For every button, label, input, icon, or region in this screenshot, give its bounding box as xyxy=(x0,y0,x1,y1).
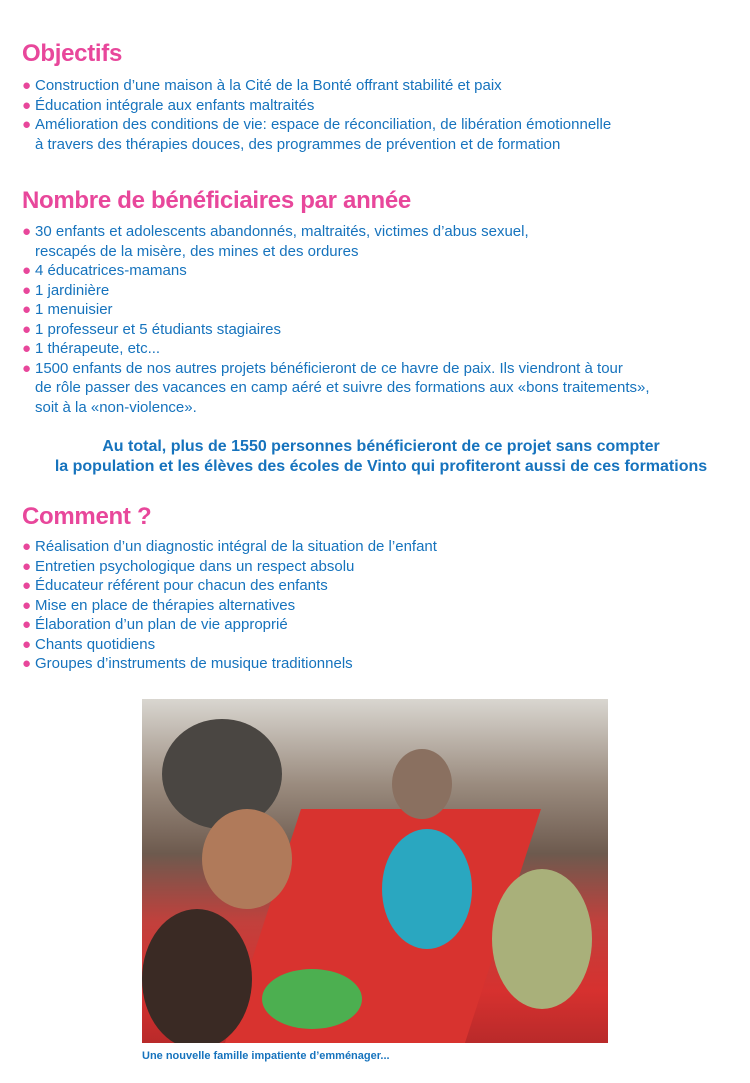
bullet-icon: ● xyxy=(22,77,32,94)
list-item-text: Amélioration des conditions de vie: espace de réconciliation, de libération émotionnelle xyxy=(35,116,612,133)
bullet-icon: ● xyxy=(22,359,32,377)
heading-objectifs: Objectifs xyxy=(22,40,122,67)
list-item xyxy=(22,359,650,418)
photo-children-eating xyxy=(142,699,608,1043)
list-item xyxy=(22,76,611,96)
list-item-text: Réalisation d’un diagnostic intégral de la situation de l’enfant xyxy=(35,538,437,555)
list-item xyxy=(22,320,650,340)
list-item-text: Éducateur référent pour chacun des enfants xyxy=(35,577,328,594)
list-item xyxy=(22,557,437,577)
list-item-text: rescapés de la misère, des mines et des ordures xyxy=(35,242,359,260)
list-item xyxy=(22,654,437,674)
list-comment xyxy=(22,537,437,674)
list-item-text: Mise en place de thérapies alternatives xyxy=(35,596,296,614)
list-item-text: à travers des thérapies douces, des programmes de prévention et de formation xyxy=(35,135,561,153)
list-item-text: Élaboration d’un plan de vie approprié xyxy=(35,616,288,633)
list-item-text: 1 menuisier xyxy=(35,301,113,318)
list-item xyxy=(22,596,437,616)
bullet-icon: ● xyxy=(22,655,32,672)
heading-comment: Comment ? xyxy=(22,503,152,530)
list-item xyxy=(22,96,611,116)
list-item-text: 1500 enfants de nos autres projets bénéficieront de ce havre de paix. Ils viendront à tour xyxy=(35,359,623,377)
bullet-icon: ● xyxy=(22,635,32,653)
list-item-text: 1 thérapeute, etc... xyxy=(35,340,161,357)
list-item-text: 1 professeur et 5 étudiants stagiaires xyxy=(35,320,281,338)
bullet-icon: ● xyxy=(22,596,32,614)
list-item xyxy=(22,261,650,281)
list-item xyxy=(22,576,437,596)
list-item xyxy=(22,222,650,261)
bullet-icon: ● xyxy=(22,340,32,357)
total-summary xyxy=(0,437,750,476)
list-item xyxy=(22,635,437,655)
list-item-text: 4 éducatrices-mamans xyxy=(35,262,187,279)
heading-beneficiaires: Nombre de bénéficiaires par année xyxy=(22,187,411,214)
list-item xyxy=(22,281,650,301)
bullet-icon: ● xyxy=(22,223,32,240)
total-line: la population et les élèves des écoles de Vinto qui profiteront aussi de ces formations xyxy=(54,457,708,475)
list-item-text: Construction d’une maison à la Cité de la Bonté offrant stabilité et paix xyxy=(35,77,502,94)
list-item xyxy=(22,300,650,320)
list-item-text: de rôle passer des vacances en camp aéré et suivre des formations aux «bons traitements», xyxy=(35,379,650,396)
bullet-icon: ● xyxy=(22,616,32,633)
list-item-text: Groupes d’instruments de musique traditionnels xyxy=(35,655,353,672)
list-item-text: Éducation intégrale aux enfants maltraités xyxy=(35,96,315,114)
list-item xyxy=(22,115,611,154)
list-beneficiaires xyxy=(22,222,650,417)
list-item-text: soit à la «non-violence». xyxy=(35,398,197,416)
bullet-icon: ● xyxy=(22,538,32,555)
list-objectifs xyxy=(22,76,611,154)
bullet-icon: ● xyxy=(22,557,32,575)
list-item-text: 30 enfants et adolescents abandonnés, maltraités, victimes d’abus sexuel, xyxy=(35,223,529,240)
bullet-icon: ● xyxy=(22,96,32,114)
list-item xyxy=(22,537,437,557)
bullet-icon: ● xyxy=(22,262,32,279)
photo-caption: Une nouvelle famille impatiente d’emménager... xyxy=(142,1050,390,1062)
list-item-text: 1 jardinière xyxy=(35,281,110,299)
list-item-text: Entretien psychologique dans un respect absolu xyxy=(35,557,355,575)
bullet-icon: ● xyxy=(22,301,32,318)
list-item xyxy=(22,615,437,635)
total-line: Au total, plus de 1550 personnes bénéficieront de ce projet sans compter xyxy=(102,438,660,455)
list-item-text: Chants quotidiens xyxy=(35,635,156,653)
bullet-icon: ● xyxy=(22,281,32,299)
list-item xyxy=(22,339,650,359)
bullet-icon: ● xyxy=(22,577,32,594)
bullet-icon: ● xyxy=(22,116,32,133)
bullet-icon: ● xyxy=(22,320,32,338)
